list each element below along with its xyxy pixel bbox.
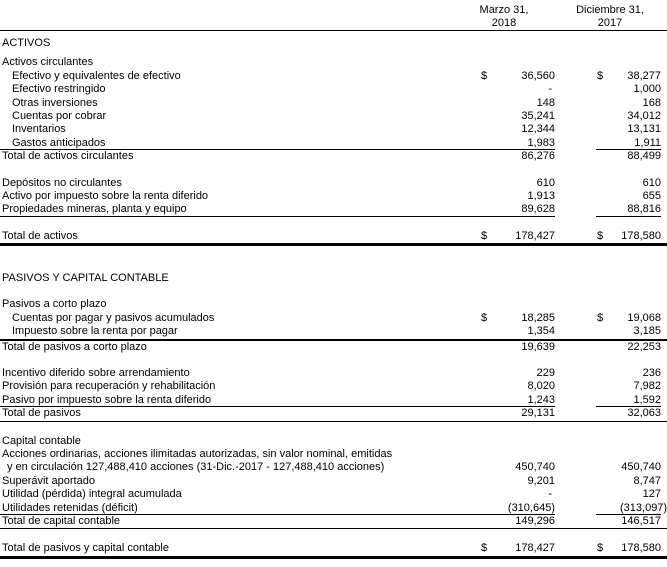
value-marzo-2018 [502,56,555,69]
currency-symbol-col2: $ [597,311,604,324]
value-diciembre-2017: 88,816 [620,203,661,216]
table-row [0,448,667,461]
row-end-pad [661,325,667,338]
value-marzo-2018: - [548,83,552,96]
column-gap [555,488,596,501]
column-gap [555,137,596,150]
currency-symbol-col2: $ [597,69,604,82]
table-row [0,341,667,354]
row-label: Activos circulantes [2,56,94,69]
table-row [0,461,667,474]
value-marzo-2018: 1,913 [527,189,555,202]
currency-symbol-col1: $ [481,69,488,82]
column-header-diciembre-2017 [574,4,646,30]
column-header-marzo-2018 [468,4,540,30]
row-label: Capital contable [2,434,81,447]
value-marzo-2018: 29,131 [521,407,555,420]
table-row [0,83,667,96]
row-end-pad [661,97,667,110]
currency-symbol-col1 [478,298,502,311]
currency-symbol-col1 [478,515,502,528]
row-label: Efectivo restringido [12,83,106,96]
value-marzo-2018: 610 [536,176,555,189]
value-diciembre-2017: 32,063 [627,407,661,420]
column-gap [555,70,596,83]
column-gap [555,407,596,420]
spacer-row [0,217,667,230]
value-diciembre-2017: 22,253 [627,340,661,353]
spacer-row [0,529,667,542]
value-marzo-2018: 229 [536,367,555,380]
table-row [0,230,667,246]
row-end-pad [661,37,667,50]
table-row [0,203,667,216]
value-marzo-2018: 35,241 [521,109,555,122]
table-row [0,137,667,150]
value-marzo-2018: 149,296 [515,514,555,527]
row-end-pad [661,150,667,163]
currency-symbol-col2 [596,341,620,354]
column-header-line1: Marzo 31, [479,4,529,16]
row-end-pad [661,542,667,555]
row-label: y en circulación 127,488,410 acciones (31-Dic.-2017 - 127,488,410 acciones) [7,461,385,474]
value-diciembre-2017: 38,277 [627,69,661,82]
value-diciembre-2017 [620,448,661,461]
row-label: Activo por impuesto sobre la renta diferido [2,189,209,202]
currency-symbol-col1 [478,435,502,448]
row-label: Gastos anticipados [0,137,478,150]
currency-symbol-col1 [478,502,502,515]
row-end-pad [661,515,667,528]
row-end-pad [661,83,667,96]
value-diciembre-2017 [620,272,661,285]
table-row [0,367,667,380]
value-diciembre-2017: 7,982 [633,380,661,393]
row-label: Total de pasivos [2,407,81,420]
row-end-pad [661,502,667,515]
column-gap [555,312,596,325]
value-diciembre-2017 [620,435,661,448]
spacer-row [0,422,667,435]
currency-symbol-col2 [596,325,620,338]
column-gap [555,394,596,407]
currency-symbol-col1 [478,56,502,69]
table-row [0,298,667,311]
value-diciembre-2017: 1,592 [620,394,661,407]
currency-symbol-col1 [478,110,502,123]
currency-symbol-col1 [478,367,502,380]
spacer-row [0,285,667,298]
currency-symbol-col1 [478,448,502,461]
column-gap [555,325,596,338]
row-label: Otras inversiones [12,96,98,109]
column-gap [555,123,596,136]
row-label: Total de capital contable [2,514,121,527]
row-end-pad [661,461,667,474]
value-marzo-2018 [502,298,555,311]
row-label: Cuentas por pagar y pasivos acumulados [12,311,215,324]
currency-symbol-col1 [478,150,502,163]
value-marzo-2018: 8,020 [527,380,555,393]
value-marzo-2018: 19,639 [521,340,555,353]
column-gap [555,230,596,243]
row-label: Total de pasivos y capital contable [2,542,169,555]
row-label: Utilidades retenidas (déficit) [0,502,478,515]
column-gap [555,97,596,110]
row-end-pad [661,203,667,216]
currency-symbol-col1 [478,190,502,203]
value-diciembre-2017: 610 [642,176,661,189]
column-gap [555,83,596,96]
currency-symbol-col1 [478,488,502,501]
row-end-pad [661,407,667,420]
value-diciembre-2017: 146,517 [621,514,661,527]
sheet-header [0,0,667,31]
currency-symbol-col2 [596,435,620,448]
value-marzo-2018: (310,645) [502,502,555,515]
currency-symbol-col2 [596,272,620,285]
value-marzo-2018: 18,285 [521,311,555,324]
currency-symbol-col2 [596,380,620,393]
currency-symbol-col1 [478,394,502,407]
value-marzo-2018 [502,435,555,448]
currency-symbol-col2 [596,475,620,488]
row-label: ACTIVOS [2,37,51,49]
currency-symbol-col2 [596,137,620,150]
column-gap [555,341,596,354]
row-label: Utilidad (pérdida) integral acumulada [2,488,182,501]
column-header-line2: 2018 [491,17,517,29]
spacer-row [0,354,667,367]
value-diciembre-2017: 178,580 [621,542,661,555]
currency-symbol-col2 [596,502,620,515]
table-row [0,488,667,501]
value-marzo-2018: 1,983 [502,137,555,150]
currency-symbol-col2 [596,123,620,136]
currency-symbol-col2 [596,37,620,50]
row-end-pad [661,272,667,285]
row-label: Total de pasivos a corto plazo [2,340,147,353]
currency-symbol-col1 [478,83,502,96]
table-row [0,70,667,83]
currency-symbol-col1: $ [481,311,488,324]
row-label: Cuentas por cobrar [12,109,107,122]
table-row [0,380,667,393]
currency-symbol-col2 [596,461,620,474]
value-diciembre-2017: 178,580 [621,229,661,242]
table-row [0,150,667,163]
row-label: Pasivos a corto plazo [2,298,107,311]
row-end-pad [661,137,667,150]
table-row [0,110,667,123]
currency-symbol-col1 [478,123,502,136]
row-end-pad [661,190,667,203]
currency-symbol-col1: $ [481,229,488,242]
value-diciembre-2017: 13,131 [627,123,661,136]
row-end-pad [661,70,667,83]
currency-symbol-col1 [478,177,502,190]
row-label: Inventarios [12,123,66,136]
row-end-pad [661,56,667,69]
column-gap [555,150,596,163]
row-end-pad [661,110,667,123]
currency-symbol-col2 [596,515,620,528]
spacer-row [0,164,667,177]
column-gap [555,177,596,190]
value-diciembre-2017 [620,56,661,69]
row-end-pad [661,394,667,407]
value-diciembre-2017: 8,747 [633,474,661,487]
value-diciembre-2017: 1,911 [620,137,661,150]
table-row [0,177,667,190]
row-label: Incentivo diferido sobre arrendamiento [2,367,190,380]
column-header-line2: 2017 [597,17,623,29]
row-end-pad [661,230,667,243]
currency-symbol-col2 [596,488,620,501]
value-diciembre-2017: 168 [642,96,661,109]
value-diciembre-2017: 236 [642,367,661,380]
table-row [0,123,667,136]
table-row [0,394,667,407]
currency-symbol-col2: $ [597,542,604,555]
row-label: Total de activos circulantes [2,150,134,163]
value-diciembre-2017: 88,499 [627,150,661,163]
table-row [0,97,667,110]
column-gap [555,461,596,474]
currency-symbol-col1 [478,341,502,354]
column-gap [555,475,596,488]
value-diciembre-2017: 34,012 [627,109,661,122]
row-label: PASIVOS Y CAPITAL CONTABLE [2,272,169,285]
row-end-pad [661,312,667,325]
currency-symbol-col2 [596,150,620,163]
table-row [0,190,667,203]
table-row [0,312,667,325]
currency-symbol-col2 [596,407,620,420]
currency-symbol-col1 [478,97,502,110]
currency-symbol-col1 [478,37,502,50]
column-gap [555,515,596,528]
value-diciembre-2017: (313,097) [620,501,667,514]
value-marzo-2018: 86,276 [521,150,555,163]
currency-symbol-col2 [596,190,620,203]
row-end-pad [661,177,667,190]
column-gap [555,448,596,461]
row-end-pad [661,380,667,393]
column-gap [555,380,596,393]
value-diciembre-2017: 655 [642,189,661,202]
table-row [0,475,667,488]
row-end-pad [661,488,667,501]
row-end-pad [661,298,667,311]
row-label: Propiedades mineras, planta y equipo [0,203,478,216]
table-row [0,56,667,69]
row-label: Impuesto sobre la renta por pagar [12,325,178,338]
currency-symbol-col2 [596,298,620,311]
column-gap [555,190,596,203]
value-marzo-2018: 1,243 [502,394,555,407]
table-row [0,502,667,515]
column-gap [555,502,596,515]
currency-symbol-col1 [478,407,502,420]
value-diciembre-2017: 127 [642,488,661,501]
section-header-row [0,272,667,285]
currency-symbol-col2 [596,110,620,123]
value-marzo-2018: 148 [536,96,555,109]
currency-symbol-col1 [478,203,502,216]
currency-symbol-col2: $ [597,229,604,242]
value-diciembre-2017 [620,37,661,50]
row-end-pad [661,435,667,448]
currency-symbol-col1 [478,325,502,338]
value-diciembre-2017 [620,298,661,311]
row-end-pad [661,448,667,461]
column-gap [555,37,596,50]
table-row [0,435,667,448]
currency-symbol-col1 [478,475,502,488]
column-gap [555,542,596,555]
currency-symbol-col2 [596,97,620,110]
currency-symbol-col1 [478,272,502,285]
value-marzo-2018 [502,37,555,50]
row-end-pad [661,341,667,354]
currency-symbol-col2 [596,177,620,190]
value-marzo-2018: 178,427 [515,229,555,242]
row-label: Pasivo por impuesto sobre la renta diferido [0,394,478,407]
column-gap [555,203,596,216]
table-row [0,515,667,529]
value-marzo-2018: 450,740 [515,461,555,474]
value-marzo-2018 [502,272,555,285]
spacer-row [0,246,667,272]
currency-symbol-col1 [478,380,502,393]
value-marzo-2018: 9,201 [527,474,555,487]
column-gap [555,56,596,69]
column-gap [555,367,596,380]
sheet-rows [0,37,667,559]
table-row [0,407,667,421]
currency-symbol-col2 [596,367,620,380]
value-marzo-2018: 178,427 [515,542,555,555]
row-label: Total de activos [2,229,78,242]
currency-symbol-col2 [596,203,620,216]
currency-symbol-col1: $ [481,542,488,555]
value-marzo-2018: 1,354 [527,325,555,338]
value-diciembre-2017: 19,068 [627,311,661,324]
value-marzo-2018: 12,344 [521,123,555,136]
column-gap [555,298,596,311]
column-gap [555,110,596,123]
value-diciembre-2017: 3,185 [633,325,661,338]
value-diciembre-2017: 1,000 [633,83,661,96]
value-marzo-2018: - [548,488,552,501]
row-label: Efectivo y equivalentes de efectivo [12,69,181,82]
section-header-row [0,37,667,50]
value-diciembre-2017: 450,740 [621,461,661,474]
currency-symbol-col2 [596,394,620,407]
row-label: Superávit aportado [2,474,95,487]
table-row [0,325,667,340]
currency-symbol-col2 [596,56,620,69]
row-label: Acciones ordinarias, acciones ilimitadas autorizadas, sin valor nominal, emitidas [2,447,393,460]
currency-symbol-col2 [596,448,620,461]
column-header-line1: Diciembre 31, [576,4,644,16]
row-end-pad [661,123,667,136]
currency-symbol-col1 [478,137,502,150]
value-marzo-2018: 36,560 [521,69,555,82]
currency-symbol-col1 [478,461,502,474]
table-row [0,542,667,558]
row-label: Provisión para recuperación y rehabilitación [2,380,216,393]
value-marzo-2018: 89,628 [502,203,555,216]
value-marzo-2018 [502,448,555,461]
row-label: Depósitos no circulantes [2,176,122,189]
column-gap [555,435,596,448]
column-gap [555,272,596,285]
row-end-pad [661,475,667,488]
row-end-pad [661,367,667,380]
currency-symbol-col2 [596,83,620,96]
